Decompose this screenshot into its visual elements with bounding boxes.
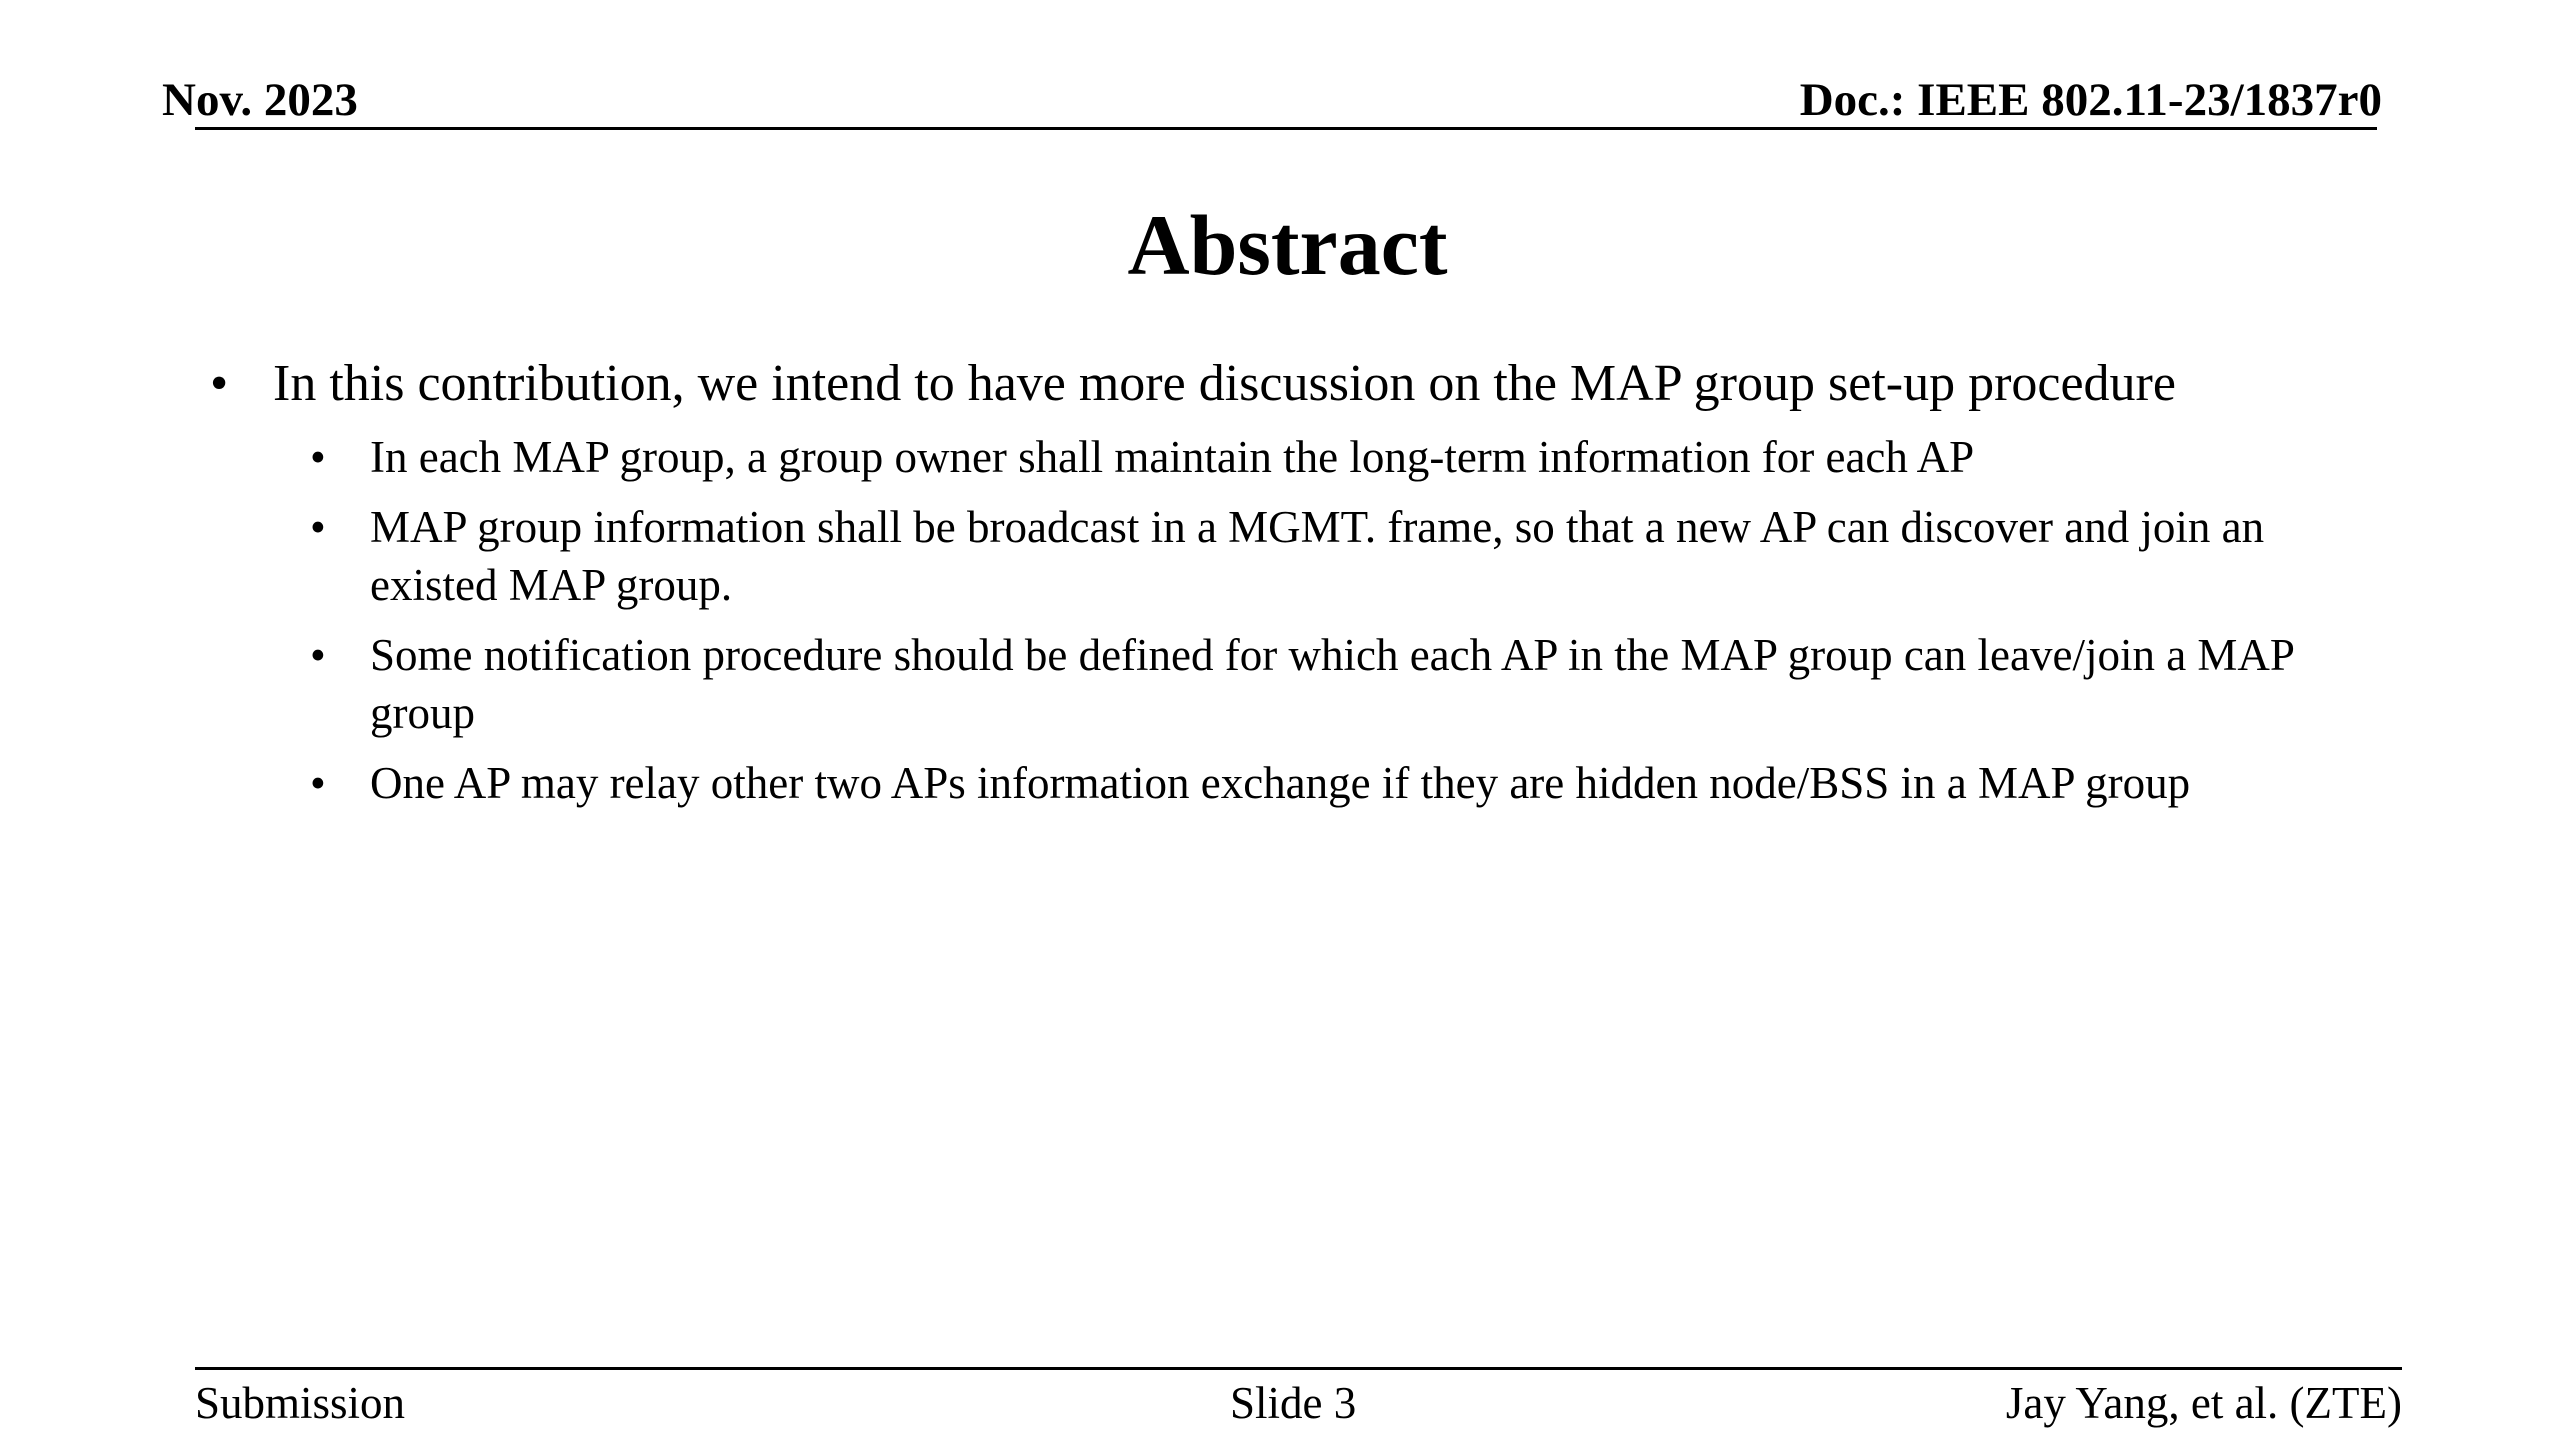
header-doc-id: Doc.: IEEE 802.11-23/1837r0 xyxy=(1799,74,2382,126)
header-date: Nov. 2023 xyxy=(162,74,358,126)
slide-title: Abstract xyxy=(1127,197,1448,293)
bullet-dot-icon: • xyxy=(310,432,326,482)
sub-bullet-text: Some notification procedure should be defined for which each AP in the MAP group can leave/join a MAP group xyxy=(370,630,2294,738)
bullet-dot-icon: • xyxy=(210,355,229,412)
sub-bullet-text: MAP group information shall be broadcast in a MGMT. frame, so that a new AP can discover and join an existed MAP group. xyxy=(370,502,2265,610)
bullet-dot-icon: • xyxy=(310,630,326,680)
sub-bullet-text: In each MAP group, a group owner shall maintain the long-term information for each AP xyxy=(370,432,1975,482)
main-bullet-text: In this contribution, we intend to have more discussion on the MAP group set-up procedure xyxy=(273,355,2176,412)
footer-submission: Submission xyxy=(195,1378,406,1428)
bullet-dot-icon: • xyxy=(310,502,326,552)
header-divider xyxy=(195,127,2377,130)
footer-divider xyxy=(195,1367,2402,1370)
bullet-dot-icon: • xyxy=(310,758,326,808)
sub-bullet-text: One AP may relay other two APs information exchange if they are hidden node/BSS in a MAP group xyxy=(370,758,2191,808)
footer-slide-number: Slide 3 xyxy=(1230,1378,1357,1428)
footer-author: Jay Yang, et al. (ZTE) xyxy=(2005,1378,2402,1428)
